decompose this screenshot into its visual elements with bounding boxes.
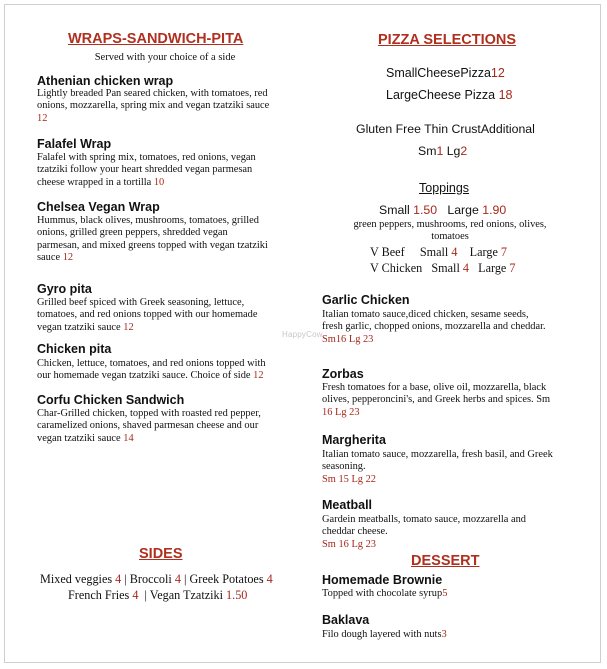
menu-item-desc: Lightly breaded Pan seared chicken, with tomatoes, red onions, mozzarella, spring mix and vegan tzatziki sauce 12 — [37, 88, 307, 125]
menu-item-desc: Grilled beef spiced with Greek seasoning, lettuce, tomatoes, and red onions topped with our homemade vegan tzatziki sauce 12 — [37, 297, 258, 333]
menu-item-price: 12 — [253, 370, 264, 382]
dessert-name: Homemade Brownie — [322, 573, 443, 587]
menu-item-price: 12 — [123, 321, 134, 333]
gluten-free-prices: Sm1 Lg2 — [418, 144, 468, 158]
dessert-name: Baklava — [322, 613, 370, 627]
vchicken-line: V Chicken Small 4 Large 7 — [370, 261, 516, 275]
menu-item-price: 14 — [123, 432, 134, 444]
sides-section-title: SIDES — [139, 546, 183, 562]
wraps-section-title: WRAPS-SANDWICH-PITA — [68, 31, 244, 47]
menu-item-name: Corfu Chicken Sandwich — [37, 393, 185, 407]
watermark: HappyCow — [282, 330, 323, 339]
pizza-desc: Fresh tomatoes for a base, olive oil, mozzarella, black olives, pepperoncini's, and Greek herbs and spices. Sm 16 Lg 23 — [322, 382, 551, 418]
menu-item-desc: Falafel with spring mix, tomatoes, red onions, vegan tzatziki follow your heart shredded vegan parmesan cheese wrapped in a tortilla 10 — [37, 152, 256, 188]
pizza-desc: Italian tomato sauce, mozzarella, fresh basil, and Greek seasoning. Sm 15 Lg 22 — [322, 449, 582, 486]
toppings-desc: green peppers, mushrooms, red onions, olives, tomatoes — [353, 219, 547, 243]
menu-item-price: 12 — [37, 112, 48, 124]
menu-item-desc: Chicken, lettuce, tomatoes, and red onions topped with our homemade vegan tzatziki sauce. Choice of side 12 — [37, 358, 266, 382]
menu-item-price: 10 — [153, 176, 165, 188]
gluten-free-line: Gluten Free Thin CrustAdditional — [356, 122, 535, 136]
menu-item-name: Falafel Wrap — [37, 137, 112, 151]
menu-item-name: Chicken pita — [37, 342, 112, 356]
menu-item-desc: Char-Grilled chicken, topped with roasted red pepper, caramelized onions, shaved parmesan cheese and our vegan tzatziki sauce 14 — [37, 408, 261, 444]
large-cheese-pizza: LargeCheese Pizza 18 — [386, 88, 513, 102]
pizza-prices: Sm16 Lg 23 — [322, 333, 374, 345]
wraps-subtitle: Served with your choice of a side — [94, 52, 236, 63]
pizza-name: Margherita — [322, 433, 386, 447]
sides-line-1: Mixed veggies 4 | Broccoli 4 | Greek Potatoes 4 — [40, 572, 273, 586]
dessert-section-title: DESSERT — [411, 553, 480, 569]
menu-item-price: 12 — [62, 252, 74, 264]
menu-item-name: Athenian chicken wrap — [37, 74, 174, 88]
pizza-name: Zorbas — [322, 367, 364, 381]
dessert-desc: Filo dough layered with nuts3 — [322, 629, 447, 640]
pizza-name: Meatball — [322, 498, 373, 512]
pizza-name: Garlic Chicken — [322, 293, 410, 307]
small-cheese-pizza: SmallCheesePizza12 — [386, 66, 505, 80]
menu-item-name: Chelsea Vegan Wrap — [37, 200, 160, 214]
dessert-desc: Topped with chocolate syrup5 — [322, 588, 448, 599]
dessert-price: 5 — [442, 588, 448, 599]
toppings-title: Toppings — [419, 181, 470, 195]
menu-item-name: Gyro pita — [37, 282, 92, 296]
pizza-desc: Gardein meatballs, tomato sauce, mozzarella and cheddar cheese. Sm 16 Lg 23 — [322, 514, 582, 551]
menu-item-desc: Hummus, black olives, mushrooms, tomatoes, grilled onions, grilled green peppers, shredded vegan parmesan, and mixed greens topped with vegan tzatziki sauce 12 — [37, 215, 268, 264]
pizza-prices: Sm 16 Lg 23 — [322, 538, 376, 550]
pizza-desc: Italian tomato sauce,diced chicken, sesame seeds, fresh garlic, chopped onions, mozzarella and cheddar. Sm16 Lg 23 — [322, 309, 582, 346]
vbeef-line: V Beef Small 4 Large 7 — [370, 245, 507, 259]
dessert-price: 3 — [441, 629, 447, 640]
toppings-prices: Small 1.50 Large 1.90 — [379, 203, 507, 217]
sides-line-2: French Fries 4 | Vegan Tzatziki 1.50 — [68, 588, 248, 602]
pizza-prices: Sm 15 Lg 22 — [322, 473, 376, 485]
pizza-section-title: PIZZA SELECTIONS — [378, 32, 517, 48]
